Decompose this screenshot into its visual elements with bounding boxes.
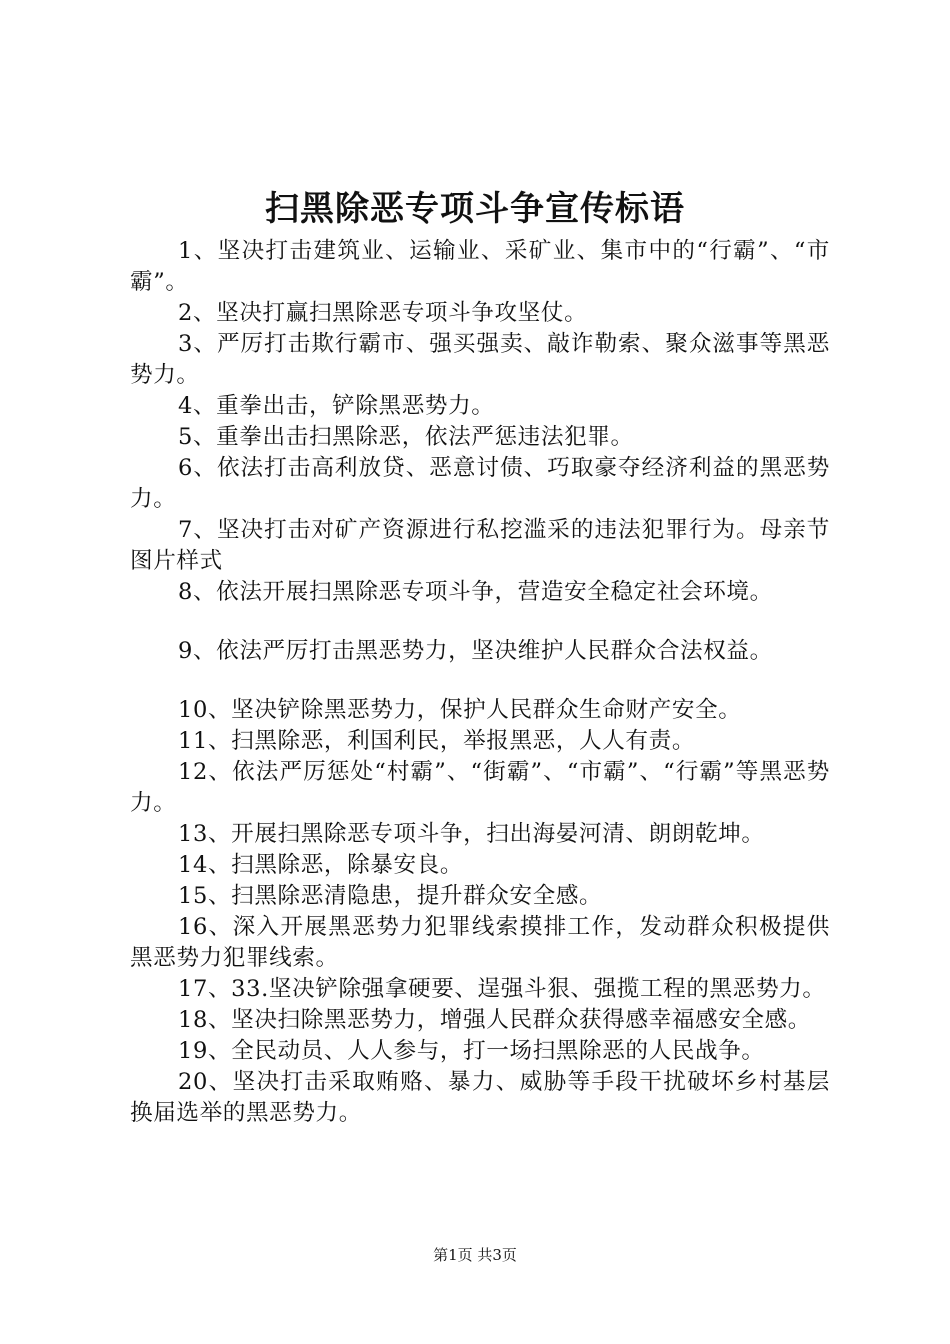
list-item: 5、重拳出击扫黑除恶，依法严惩违法犯罪。 [178, 424, 634, 450]
list-item: 13、开展扫黑除恶专项斗争，扫出海晏河清、朗朗乾坤。 [178, 821, 765, 847]
list-item: 8、依法开展扫黑除恶专项斗争，营造安全稳定社会环境。 [178, 579, 773, 605]
list-item: 18、坚决扫除黑恶势力，增强人民群众获得感幸福感安全感。 [178, 1007, 811, 1033]
list-item: 15、扫黑除恶清隐患，提升群众安全感。 [178, 883, 603, 909]
list-item: 16、深入开展黑恶势力犯罪线索摸排工作，发动群众积极提供黑恶势力犯罪线索。 [130, 914, 830, 971]
list-item: 9、依法严厉打击黑恶势力，坚决维护人民群众合法权益。 [178, 638, 773, 664]
list-item: 20、坚决打击采取贿赂、暴力、威胁等手段干扰破坏乡村基层换届选举的黑恶势力。 [130, 1069, 830, 1126]
list-item: 10、坚决铲除黑恶势力，保护人民群众生命财产安全。 [178, 697, 742, 723]
list-item: 6、依法打击高利放贷、恶意讨债、巧取豪夺经济利益的黑恶势力。 [130, 455, 830, 512]
list-item: 19、全民动员、人人参与，打一场扫黑除恶的人民战争。 [178, 1038, 765, 1064]
page-title: 扫黑除恶专项斗争宣传标语 [265, 189, 685, 229]
list-item: 4、重拳出击，铲除黑恶势力。 [178, 393, 495, 419]
list-item: 3、严厉打击欺行霸市、强买强卖、敲诈勒索、聚众滋事等黑恶势力。 [130, 331, 830, 388]
list-item: 11、扫黑除恶，利国利民，举报黑恶，人人有责。 [178, 728, 696, 754]
list-item: 2、坚决打赢扫黑除恶专项斗争攻坚仗。 [178, 300, 588, 326]
slogan-list [130, 236, 830, 1129]
list-item: 1、坚决打击建筑业、运输业、采矿业、集市中的“行霸”、“市霸”。 [130, 238, 830, 295]
list-item: 7、坚决打击对矿产资源进行私挖滥采的违法犯罪行为。母亲节图片样式 [130, 517, 830, 574]
list-item: 17、33.坚决铲除强拿硬要、逞强斗狠、强揽工程的黑恶势力。 [178, 976, 826, 1002]
list-item: 14、扫黑除恶，除暴安良。 [178, 852, 464, 878]
list-item: 12、依法严厉惩处“村霸”、“街霸”、“市霸”、“行霸”等黑恶势力。 [130, 759, 830, 816]
page-number-footer: 第1页 共3页 [433, 1246, 517, 1264]
